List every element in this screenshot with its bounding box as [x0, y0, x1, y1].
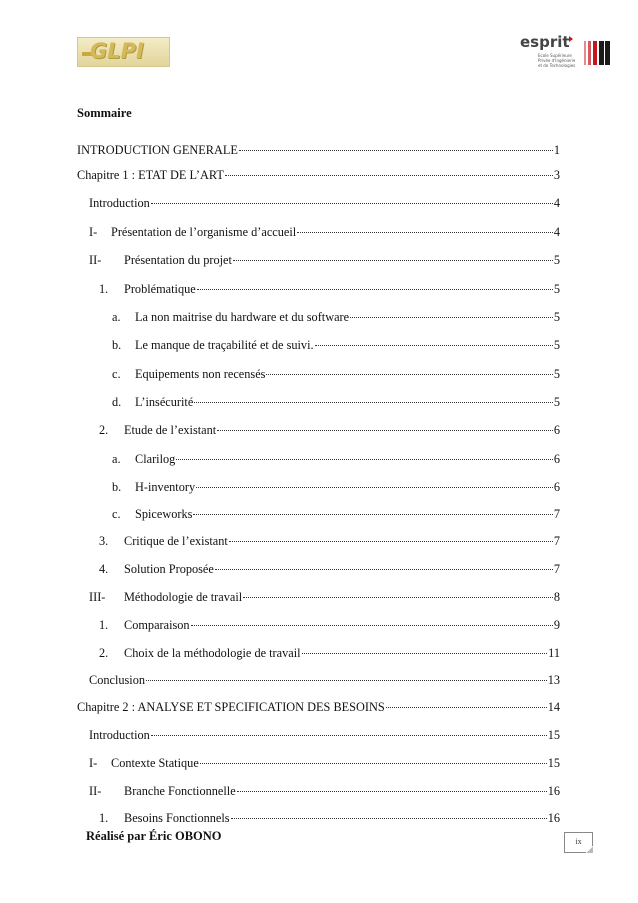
- toc-entry-label: Introduction: [89, 728, 150, 742]
- toc-entry-number: c.: [112, 367, 121, 381]
- footer-author: Réalisé par Éric OBONO: [86, 829, 222, 843]
- toc-entry-number: II-: [89, 253, 102, 267]
- toc-entry-leader: [193, 514, 552, 515]
- toc-entry-leader: [151, 203, 553, 204]
- toc-entry-page: 7: [553, 562, 560, 576]
- toc-entry-label: Problématique: [124, 282, 196, 296]
- toc-entry[interactable]: [77, 142, 560, 158]
- toc-entry-leader: [237, 791, 547, 792]
- toc-entry-number: d.: [112, 395, 122, 409]
- toc-entry-label: Critique de l’existant: [124, 534, 228, 548]
- toc-entry-label: Etude de l’existant: [124, 423, 217, 437]
- toc-entry-label: Chapitre 2 : ANALYSE ET SPECIFICATION DES BESOINS: [77, 700, 385, 714]
- toc-entry-page: 5: [553, 395, 560, 409]
- toc-entry-label: INTRODUCTION GENERALE: [77, 143, 238, 157]
- toc-entry-page: 6: [553, 480, 560, 494]
- toc-entry-label: Le manque de traçabilité et de suivi.: [135, 338, 314, 352]
- toc-entry-leader: [386, 707, 547, 708]
- toc-entry-leader: [231, 818, 547, 819]
- toc-entry-leader: [191, 625, 553, 626]
- toc-entry[interactable]: [99, 533, 560, 549]
- toc-entry-page: 4: [553, 225, 560, 239]
- page-title: Sommaire: [77, 106, 132, 120]
- toc-entry-page: 15: [547, 728, 560, 742]
- glpi-logo-text: GLPI: [90, 39, 144, 63]
- toc-entry-page: 4: [553, 196, 560, 210]
- toc-entry-page: 7: [553, 534, 560, 548]
- toc-entry-number: c.: [112, 507, 121, 521]
- toc-entry[interactable]: [99, 645, 560, 661]
- toc-entry-page: 7: [553, 507, 560, 521]
- toc-entry-label: Choix de la méthodologie de travail: [124, 646, 301, 660]
- toc-entry-leader: [200, 763, 547, 764]
- toc-entry[interactable]: [89, 755, 560, 771]
- toc-entry[interactable]: [77, 699, 560, 715]
- toc-entry[interactable]: [112, 479, 560, 495]
- toc-entry[interactable]: [89, 727, 560, 743]
- toc-entry-number: 2.: [99, 423, 109, 437]
- toc-entry-label: L’insécurité: [135, 395, 194, 409]
- page-number: ix: [575, 837, 582, 846]
- page-number-box: [564, 832, 593, 853]
- toc-entry-label: Conclusion: [89, 673, 146, 687]
- toc-entry-leader: [196, 487, 553, 488]
- toc-entry-leader: [239, 150, 553, 151]
- esprit-logo: [520, 33, 610, 75]
- toc-entry-leader: [266, 374, 552, 375]
- toc-entry-label: Comparaison: [124, 618, 190, 632]
- toc-entry-leader: [215, 569, 553, 570]
- toc-entry[interactable]: [112, 366, 560, 382]
- toc-entry[interactable]: [99, 281, 560, 297]
- toc-entry[interactable]: [89, 589, 560, 605]
- toc-entry-number: 4.: [99, 562, 109, 576]
- toc-entry[interactable]: [77, 167, 560, 183]
- toc-entry-leader: [194, 402, 553, 403]
- toc-entry-number: a.: [112, 452, 121, 466]
- toc-entry-label: Branche Fonctionnelle: [124, 784, 236, 798]
- toc-entry-label: Equipements non recensés: [135, 367, 266, 381]
- toc-entry-label: Présentation de l’organisme d’accueil: [111, 225, 297, 239]
- toc-entry-page: 11: [548, 646, 560, 660]
- toc-entry-leader: [151, 735, 547, 736]
- toc-entry[interactable]: [112, 309, 560, 325]
- toc-entry[interactable]: [89, 783, 560, 799]
- toc-entry[interactable]: [99, 561, 560, 577]
- toc-entry-label: Méthodologie de travail: [124, 590, 243, 604]
- toc-entry[interactable]: [99, 617, 560, 633]
- esprit-logo-text: esprit: [520, 33, 570, 51]
- toc-entry-number: 2.: [99, 646, 109, 660]
- esprit-logo-arrow: [569, 36, 573, 42]
- toc-entry-leader: [229, 541, 553, 542]
- toc-entry-leader: [350, 317, 553, 318]
- toc-entry-leader: [302, 653, 548, 654]
- toc-entry-number: II-: [89, 784, 102, 798]
- toc-entry[interactable]: [112, 394, 560, 410]
- toc-entry-page: 16: [547, 811, 560, 825]
- toc-entry-number: b.: [112, 338, 122, 352]
- page-fold-icon: [586, 846, 593, 853]
- toc-entry[interactable]: [112, 506, 560, 522]
- toc-entry-label: Solution Proposée: [124, 562, 214, 576]
- toc-entry-page: 16: [547, 784, 560, 798]
- esprit-logo-bars: [584, 41, 610, 65]
- toc-entry-label: Contexte Statique: [111, 756, 199, 770]
- toc-entry-page: 5: [553, 253, 560, 267]
- toc-entry-label: Clarilog: [135, 452, 176, 466]
- toc-entry[interactable]: [99, 422, 560, 438]
- toc-entry[interactable]: [112, 451, 560, 467]
- toc-entry-page: 8: [553, 590, 560, 604]
- toc-entry-label: Spiceworks: [135, 507, 193, 521]
- toc-entry-number: 1.: [99, 618, 109, 632]
- toc-entry-page: 15: [547, 756, 560, 770]
- toc-entry-leader: [217, 430, 553, 431]
- toc-entry-page: 5: [553, 282, 560, 296]
- toc-entry-label: Besoins Fonctionnels: [124, 811, 230, 825]
- toc-entry[interactable]: [112, 337, 560, 353]
- toc-entry-page: 1: [553, 143, 560, 157]
- esprit-logo-subtitle: Ecole Supérieure Privée d'Ingénierie et de Technologies: [538, 53, 576, 68]
- toc-entry-label: Présentation du projet: [124, 253, 232, 267]
- toc-entry-page: 6: [553, 452, 560, 466]
- toc-entry[interactable]: [89, 195, 560, 211]
- toc-entry-page: 6: [553, 423, 560, 437]
- toc-entry-page: 13: [547, 673, 560, 687]
- toc-entry-page: 14: [547, 700, 560, 714]
- toc-entry-label: Introduction: [89, 196, 150, 210]
- toc-entry-leader: [297, 232, 553, 233]
- toc-entry-number: b.: [112, 480, 122, 494]
- toc-entry-page: 9: [553, 618, 560, 632]
- toc-entry-leader: [315, 345, 553, 346]
- toc-entry-leader: [146, 680, 547, 681]
- toc-entry-leader: [225, 175, 553, 176]
- toc-entry-label: La non maitrise du hardware et du software: [135, 310, 350, 324]
- toc-entry-number: 1.: [99, 811, 109, 825]
- toc-entry-number: I-: [89, 225, 98, 239]
- toc-entry-page: 5: [553, 310, 560, 324]
- toc-entry[interactable]: [89, 252, 560, 268]
- toc-entry-number: 3.: [99, 534, 109, 548]
- toc-entry-label: H-inventory: [135, 480, 196, 494]
- toc-entry-number: I-: [89, 756, 98, 770]
- toc-entry-leader: [176, 459, 553, 460]
- toc-entry-number: III-: [89, 590, 106, 604]
- toc-entry-page: 5: [553, 367, 560, 381]
- toc-entry-number: a.: [112, 310, 121, 324]
- toc-entry-page: 3: [553, 168, 560, 182]
- toc-entry[interactable]: [99, 810, 560, 826]
- toc-entry-leader: [197, 289, 553, 290]
- toc-entry[interactable]: [89, 672, 560, 688]
- toc-entry-page: 5: [553, 338, 560, 352]
- glpi-logo: [77, 37, 170, 67]
- toc-entry-number: 1.: [99, 282, 109, 296]
- toc-entry[interactable]: [89, 224, 560, 240]
- toc-entry-leader: [233, 260, 553, 261]
- toc-entry-label: Chapitre 1 : ETAT DE L’ART: [77, 168, 224, 182]
- toc-entry-leader: [243, 597, 553, 598]
